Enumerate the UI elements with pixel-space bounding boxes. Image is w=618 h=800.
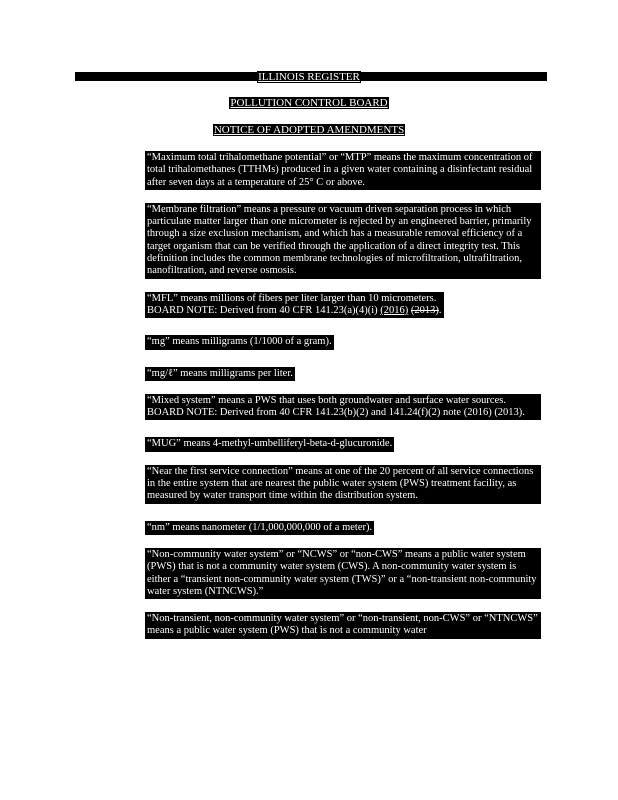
definition-mg: “mg” means milligrams (1/1000 of a gram). bbox=[145, 331, 541, 349]
mfl-text: “MFL” means millions of fibers per liter larger than 10 micrometers. bbox=[147, 292, 437, 304]
board-title: POLLUTION CONTROL BOARD bbox=[230, 97, 388, 109]
mixed-system-board-note: BOARD NOTE: Derived from 40 CFR 141.23(b)(2) and 141.24(f)(2) note (2016) (2013). bbox=[147, 407, 525, 419]
definition-nm: “nm” means nanometer (1/1,000,000,000 of a meter). bbox=[145, 517, 541, 535]
definition-mtp: “Maximum total trihalomethane potential” or “MTP” means the maximum concentration of total trihalomethanes (TTHMs) produced in a given water containing a disinfectant residual after seven days at a temperature of 25° C or above. bbox=[145, 151, 541, 190]
mfl-board-note: BOARD NOTE: Derived from 40 CFR 141.23(a)(4)(i) bbox=[147, 304, 381, 316]
definition-near-first-service-connection: “Near the first service connection” means at one of the 20 percent of all service connections in the entire system that are nearest the public water system (PWS) treatment facility, as measured by water transport time within the distribution system. bbox=[145, 465, 541, 504]
mfl-note-added: (2016) bbox=[380, 304, 409, 316]
mixed-system-text: “Mixed system” means a PWS that uses both groundwater and surface water sources. bbox=[147, 394, 506, 406]
definition-ntncws: “Non-transient, non-community water system” or “non-transient, non-CWS” or “NTNCWS” means a public water system (PWS) that is not a community water bbox=[145, 612, 541, 639]
definition-membrane-filtration: “Membrane filtration” means a pressure or vacuum driven separation process in which particulate matter larger than one micrometer is rejected by an engineered barrier, primarily through a size exclusion mechanism, and which has a measurable removal efficiency of a target organism that can be verified through the application of a direct integrity test. This definition includes the common membrane technologies of microfiltration, ultrafiltration, nanofiltration, and reverse osmosis. bbox=[145, 203, 541, 279]
definition-mug: “MUG” means 4-methyl-umbelliferyl-beta-d-glucuronide. bbox=[145, 433, 541, 451]
document-body bbox=[145, 151, 541, 652]
mfl-note-struck: (2013) bbox=[410, 304, 439, 316]
notice-title: NOTICE OF ADOPTED AMENDMENTS bbox=[213, 124, 405, 136]
register-title: ILLINOIS REGISTER bbox=[258, 71, 360, 83]
definition-mixed-system bbox=[145, 394, 541, 421]
definition-mfl: “MFL” means millions of fibers per liter larger than 10 micrometers. BOARD NOTE: Derived from 40 CFR 141.23(a)(4)(i) (2016) (2013). bbox=[145, 292, 541, 319]
definition-ncws: “Non-community water system” or “NCWS” or “non-CWS” means a public water system (PWS) that is not a community water system (CWS). A non-community water system is either a “transient non-community water system (TWS)” or a “non-transient non-community water system (NTNCWS).” bbox=[145, 548, 541, 599]
definition-mg-per-liter: “mg/ℓ” means milligrams per liter. bbox=[145, 363, 541, 381]
